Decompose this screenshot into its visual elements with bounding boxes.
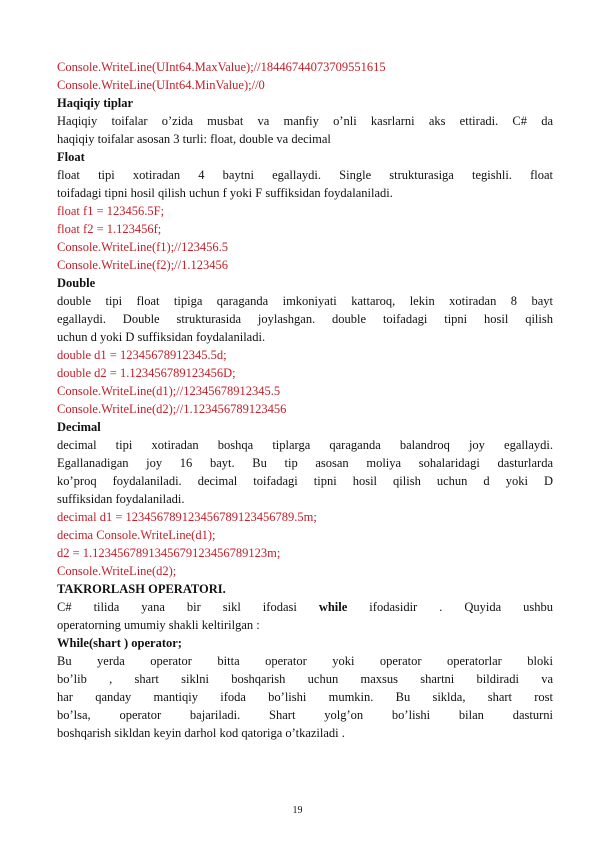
text-line: bo’lib , shart siklni boshqarish uchun maxsus shartni bildiradi va [57, 672, 553, 686]
text-line: Bu yerda operator bitta operator yoki operator operatorlar bloki [57, 654, 553, 668]
section-heading: Decimal [57, 420, 101, 434]
code-line: decima Console.WriteLine(d1); [57, 528, 216, 542]
section-heading: Double [57, 276, 96, 290]
code-line: d2 = 1.1234567891345679123456789123m; [57, 546, 281, 560]
code-line: Console.WriteLine(UInt64.MinValue);//0 [57, 78, 265, 92]
code-line: Console.WriteLine(UInt64.MaxValue);//18446744073709551615 [57, 60, 386, 74]
section-heading: Haqiqiy tiplar [57, 96, 134, 110]
document-page [57, 58, 553, 742]
text-line: operatorning umumiy shakli keltirilgan : [57, 618, 260, 632]
text-line: decimal tipi xotiradan boshqa tiplarga qaraganda balandroq joy egallaydi. [57, 438, 553, 452]
section-heading: While(shart ) operator; [57, 636, 182, 650]
code-line: double d2 = 1.123456789123456D; [57, 366, 236, 380]
section-heading: TAKRORLASH OPERATORI. [57, 582, 226, 596]
section-heading: Float [57, 150, 85, 164]
code-line: Console.WriteLine(d1);//12345678912345.5 [57, 384, 281, 398]
code-line: float f1 = 123456.5F; [57, 204, 165, 218]
text-line: Haqiqiy toifalar o’zida musbat va manfiy o’nli kasrlarni aks ettiradi. C# da [57, 114, 553, 128]
text-line: float tipi xotiradan 4 baytni egallaydi. Single strukturasiga tegishli. float [57, 168, 553, 182]
text-line: toifadagi tipni hosil qilish uchun f yoki F suffiksidan foydalaniladi. [57, 186, 393, 200]
text-line: ko’proq foydalaniladi. decimal toifadagi tipni hosil qilish uchun d yoki D [57, 474, 553, 488]
page-number: 19 [292, 805, 303, 816]
code-line: float f2 = 1.123456f; [57, 222, 162, 236]
code-line: double d1 = 12345678912345.5d; [57, 348, 227, 362]
text-line: uchun d yoki D suffiksidan foydalaniladi. [57, 330, 266, 344]
text-line: C# tilida yana bir sikl ifodasi while ifodasidir . Quyida ushbu [57, 600, 553, 614]
text-line: bo’lsa, operator bajariladi. Shart yolg’on bo’lishi bilan dasturni [57, 708, 553, 722]
code-line: Console.WriteLine(d2); [57, 564, 177, 578]
text-line: haqiqiy toifalar asosan 3 turli: float, double va decimal [57, 132, 331, 146]
text-line: boshqarish sikldan keyin darhol kod qatoriga o’tkaziladi . [57, 726, 345, 740]
text-line: har qanday mantiqiy ifoda bo’lishi mumkin. Bu siklda, shart rost [57, 690, 553, 704]
text-line: egallaydi. Double strukturasida joylashgan. double toifadagi tipni hosil qilish [57, 312, 553, 326]
text-line: suffiksidan foydalaniladi. [57, 492, 185, 506]
text-line: Egallanadigan joy 16 bayt. Bu tip asosan moliya sohalaridagi dasturlarda [57, 456, 553, 470]
keyword-while: while [318, 600, 348, 614]
code-line: Console.WriteLine(f2);//1.123456 [57, 258, 228, 272]
code-line: decimal d1 = 123456789123456789123456789.5m; [57, 510, 317, 524]
code-line: Console.WriteLine(d2);//1.123456789123456 [57, 402, 287, 416]
code-line: Console.WriteLine(f1);//123456.5 [57, 240, 228, 254]
text-line: double tipi float tipiga qaraganda imkoniyati kattaroq, lekin xotiradan 8 bayt [57, 294, 553, 308]
